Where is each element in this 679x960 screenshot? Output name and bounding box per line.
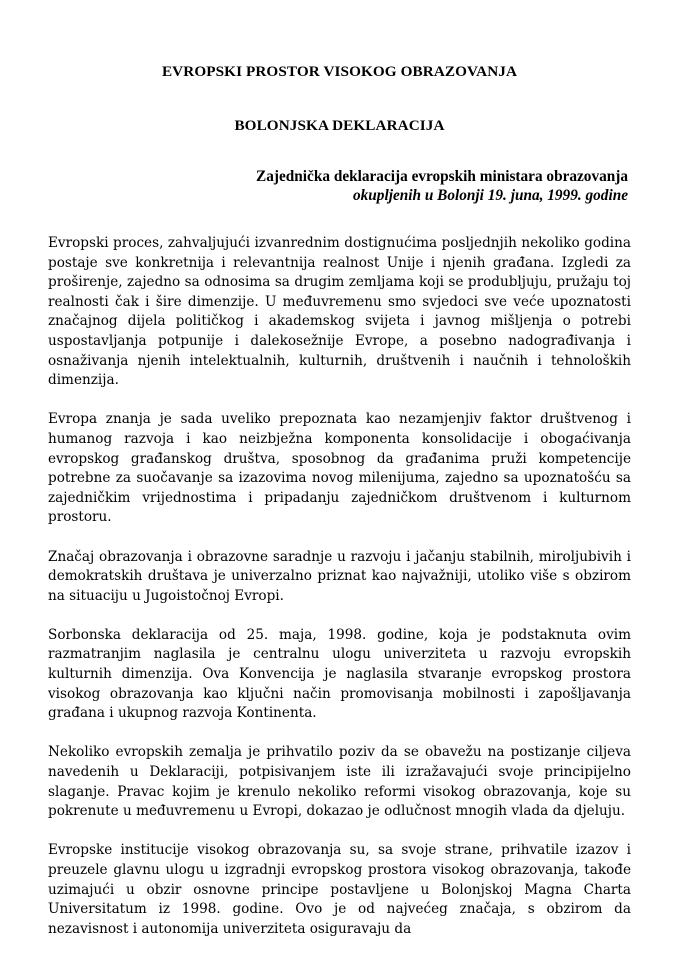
paragraph-3: Značaj obrazovanja i obrazovne saradnje u razvoju i jačanju stabilnih, miroljubivih i demokratskih društava je univerzalno priznat kao najvažniji, utoliko više s obzirom na situaciju u Jugoistočnoj Evropi. [48, 548, 631, 604]
paragraph-1: Evropski proces, zahvaljujući izvanrednim dostignućima posljednjih nekoliko godina postaje sve konkretnija i relevantnija realnost Unije i njenih građana. Izgledi za proširenje, zajedno sa odnosima sa drugim zemljama koji se produbljuju, pružaju toj realnosti čak i šire dimenzije. U međuvremenu smo svjedoci sve veće upoznatosti značajnog dijela političkog i akademskog svijeta i javnog mišljenja o potrebi uspostavljanja potpunije i dalekosežnije Evrope, a posebno nadograđivanja i osnaživanja njenih intelektualnih, kulturnih, društvenih i naučnih i tehnoloških dimenzija. [48, 235, 631, 389]
paragraph-4: Sorbonska deklaracija od 25. maja, 1998. godine, koja je podstaknuta ovim razmatranjim naglasila je centralnu ulogu univerziteta u razvoju evropskih kulturnih dimenzija. Ova Konvencija je naglasila stvaranje evropskog prostora visokog obrazovanja kao ključni način promovisanja mobilnosti i zapošljavanja građana i ukupnog razvoja Kontinenta. [48, 626, 631, 722]
subtitle-line-1: Zajednička deklaracija evropskih ministara obrazovanja [256, 168, 628, 185]
document-body [48, 234, 631, 959]
document-heading: EVROPSKI PROSTOR VISOKOG OBRAZOVANJA [161, 63, 518, 80]
subtitle-line-2: okupljenih u Bolonji 19. juna, 1999. godine [353, 187, 628, 204]
paragraph-2: Evropa znanja je sada uveliko prepoznata kao nezamjenjiv faktor društvenog i humanog razvoja i kao neizbježna komponenta konsolidacije i obogaćivanja evropskog građanskog društva, sposobnog da građanima pruži kompetencije potrebne za suočavanje sa izazovima novog milenijuma, zajedno sa upoznatošću sa zajedničkim vrijednostima i pripadanju zajedničkom društvenom i kulturnom prostoru. [48, 411, 631, 526]
paragraph-5: Nekoliko evropskih zemalja je prihvatilo poziv da se obavežu na postizanje ciljeva navedenih u Deklaraciji, potpisivanjem iste ili izražavajući svoje principijelno slaganje. Pravac kojim je krenulo nekoliko reformi visokog obrazovanja, koje su pokrenute u međuvremenu u Evropi, dokazao je odlučnost mnogih vlada da djeluju. [48, 744, 631, 820]
paragraph-6: Evropske institucije visokog obrazovanja su, sa svoje strane, prihvatile izazov i preuzele glavnu ulogu u izgradnji evropskog prostora visokog obrazovanja, takođe uzimajući u obzir osnovne principe postavljene u Bolonjskoj Magna Charta Universitatum iz 1998. godine. Ovo je od najvećeg značaja, s obzirom da nezavisnost i autonomija univerziteta osiguravaju da [48, 842, 631, 937]
document-subheading: BOLONJSKA DEKLARACIJA [234, 117, 445, 134]
